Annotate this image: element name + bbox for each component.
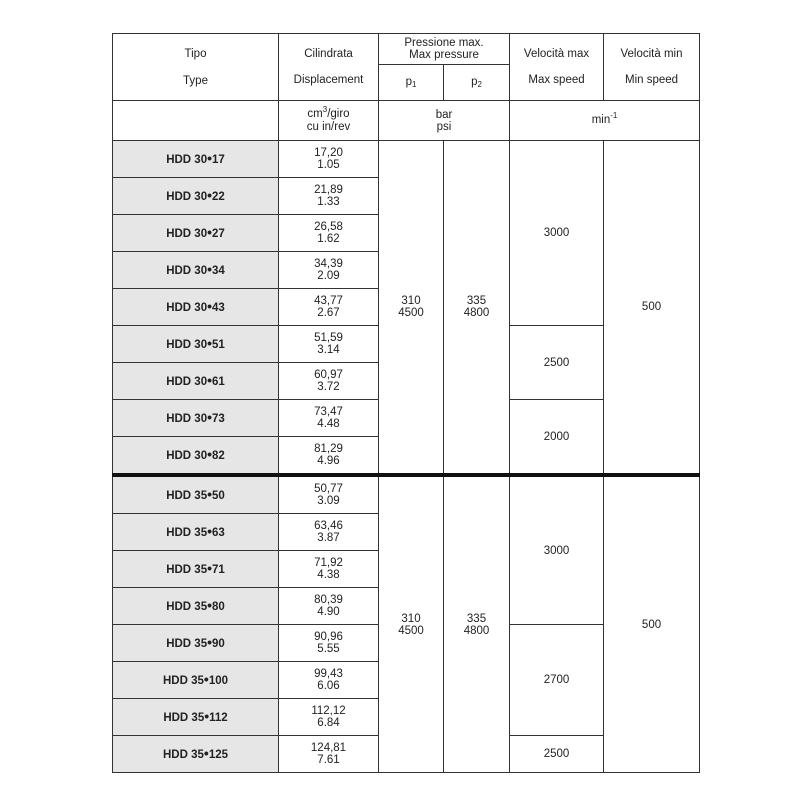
displacement-value — [279, 252, 379, 289]
model-suffix: 63 — [212, 527, 225, 539]
header-p2-letter: p — [471, 76, 478, 88]
displacement-cm3: 21,89 — [314, 184, 343, 196]
model-prefix: HDD 35 — [166, 527, 208, 539]
pressure-p2 — [444, 141, 510, 476]
unit-pressure — [379, 101, 510, 141]
unit-disp-rest: /giro — [327, 108, 350, 120]
displacement-cuin: 1.05 — [317, 159, 340, 171]
model-type — [113, 699, 279, 736]
model-prefix: HDD 35 — [166, 490, 208, 502]
header-vmin-en: Min speed — [624, 74, 679, 86]
model-bullet: • — [207, 187, 212, 203]
displacement-value — [279, 514, 379, 551]
displacement-cuin: 6.84 — [317, 717, 340, 729]
model-type — [113, 625, 279, 662]
model-bullet: • — [207, 597, 212, 613]
displacement-value — [279, 475, 379, 514]
displacement-value — [279, 215, 379, 252]
model-type — [113, 400, 279, 437]
model-bullet: • — [207, 560, 212, 576]
model-bullet: • — [207, 261, 212, 277]
displacement-cuin: 3.09 — [317, 495, 340, 507]
header-pressure — [379, 34, 510, 65]
header-min-speed — [604, 34, 700, 101]
header-vmax-it: Velocità max — [523, 48, 590, 60]
displacement-cm3: 50,77 — [314, 483, 343, 495]
header-type — [113, 34, 279, 101]
unit-disp-imperial: cu in/rev — [306, 121, 351, 133]
pressure-p1 — [379, 141, 444, 476]
displacement-value — [279, 736, 379, 773]
unit-speed-sup: -1 — [610, 111, 618, 120]
displacement-value — [279, 363, 379, 400]
unit-displacement — [279, 101, 379, 141]
pressure-p2-bar: 335 — [466, 295, 487, 307]
model-suffix: 22 — [212, 191, 225, 203]
pressure-p2-bar: 335 — [466, 612, 487, 625]
unit-speed — [510, 101, 700, 141]
header-displacement — [279, 34, 379, 101]
header-p2 — [444, 65, 510, 101]
model-suffix: 51 — [212, 339, 225, 351]
model-suffix: 125 — [208, 749, 228, 761]
displacement-value — [279, 141, 379, 178]
pressure-p1-psi: 4500 — [398, 307, 424, 319]
model-prefix: HDD 30 — [166, 413, 208, 425]
model-type — [113, 588, 279, 625]
model-prefix: HDD 30 — [166, 376, 208, 388]
model-type — [113, 551, 279, 588]
header-vmin-it: Velocità min — [620, 48, 683, 60]
displacement-cuin: 3.14 — [317, 344, 340, 356]
model-type — [113, 475, 279, 514]
displacement-value — [279, 400, 379, 437]
model-prefix: HDD 30 — [166, 302, 208, 314]
pressure-p1-bar: 310 — [401, 295, 421, 307]
displacement-cuin: 3.72 — [317, 381, 340, 393]
pressure-p1 — [379, 475, 444, 773]
header-type-en: Type — [183, 74, 208, 87]
model-type — [113, 514, 279, 551]
model-prefix: HDD 30 — [166, 339, 208, 351]
header-pressure-it: Pressione max. — [404, 37, 484, 49]
displacement-cuin: 3.87 — [317, 532, 340, 544]
displacement-cuin: 5.55 — [317, 643, 340, 655]
model-type — [113, 363, 279, 400]
model-suffix: 80 — [212, 601, 225, 613]
model-prefix: HDD 35 — [166, 638, 208, 650]
displacement-value — [279, 437, 379, 476]
model-prefix: HDD 30 — [166, 191, 208, 203]
max-speed-value: 2000 — [510, 400, 604, 476]
header-max-speed — [510, 34, 604, 101]
max-speed-value: 2500 — [510, 736, 604, 773]
pressure-p2-psi: 4800 — [463, 624, 490, 637]
model-suffix: 34 — [212, 265, 225, 277]
model-prefix: HDD 35 — [163, 712, 205, 724]
spec-table-container — [112, 33, 700, 773]
header-disp-it: Cilindrata — [304, 48, 353, 60]
displacement-cm3: 63,46 — [314, 520, 343, 532]
displacement-cuin: 1.33 — [317, 196, 340, 208]
model-type — [113, 178, 279, 215]
pressure-p2-psi: 4800 — [463, 307, 490, 319]
model-suffix: 61 — [212, 376, 225, 388]
displacement-cuin: 2.67 — [317, 307, 340, 319]
unit-pressure-psi: psi — [436, 120, 452, 133]
model-type — [113, 141, 279, 178]
model-bullet: • — [207, 150, 212, 166]
table-row — [113, 141, 700, 178]
model-prefix: HDD 30 — [166, 154, 208, 166]
model-prefix: HDD 35 — [166, 601, 208, 613]
pressure-p1-bar: 310 — [401, 612, 421, 625]
displacement-value — [279, 588, 379, 625]
table-row — [113, 475, 700, 514]
displacement-cm3: 99,43 — [314, 668, 343, 680]
header-vmax-en: Max speed — [528, 74, 585, 86]
model-bullet: • — [207, 224, 212, 240]
model-type — [113, 215, 279, 252]
model-suffix: 90 — [212, 638, 225, 650]
model-prefix: HDD 35 — [163, 749, 204, 761]
model-bullet: • — [207, 523, 212, 539]
displacement-cm3: 112,12 — [311, 705, 346, 717]
header-type-it: Tipo — [184, 47, 207, 60]
displacement-cm3: 51,59 — [314, 332, 343, 344]
model-type — [113, 662, 279, 699]
unit-disp-cm: cm — [307, 108, 323, 120]
model-bullet: • — [207, 335, 212, 351]
max-speed-value: 2500 — [510, 326, 604, 400]
model-bullet: • — [207, 409, 212, 425]
displacement-cuin: 4.96 — [317, 455, 340, 467]
displacement-value — [279, 625, 379, 662]
displacement-value — [279, 662, 379, 699]
motor-spec-table — [112, 33, 700, 773]
header-p1 — [379, 65, 444, 101]
model-type — [113, 437, 279, 476]
model-bullet: • — [207, 298, 212, 314]
displacement-cm3: 90,96 — [314, 631, 343, 643]
unit-type-empty — [113, 101, 279, 141]
displacement-cm3: 73,47 — [314, 406, 343, 418]
model-type — [113, 289, 279, 326]
min-speed-value: 500 — [604, 475, 700, 773]
unit-pressure-bar: bar — [435, 108, 453, 121]
model-bullet: • — [203, 671, 209, 687]
unit-disp-metric — [279, 105, 378, 121]
model-suffix: 112 — [209, 712, 228, 724]
model-type — [113, 736, 279, 773]
model-prefix: HDD 30 — [166, 228, 208, 240]
header-p1-letter: p — [405, 76, 412, 88]
displacement-cm3: 26,58 — [314, 221, 343, 233]
max-speed-value: 3000 — [510, 141, 604, 326]
model-bullet: • — [203, 745, 209, 761]
model-prefix: HDD 30 — [166, 265, 208, 277]
model-prefix: HDD 30 — [166, 450, 208, 462]
displacement-cuin: 6.06 — [317, 680, 340, 692]
model-bullet: • — [207, 634, 212, 650]
displacement-cm3: 17,20 — [314, 147, 343, 159]
max-speed-value: 3000 — [510, 475, 604, 625]
model-suffix: 43 — [212, 302, 225, 314]
displacement-cm3: 60,97 — [314, 369, 343, 381]
pressure-p2 — [444, 475, 510, 773]
displacement-value — [279, 178, 379, 215]
displacement-cm3: 80,39 — [314, 594, 343, 606]
model-suffix: 50 — [212, 490, 225, 502]
unit-speed-min: min — [591, 114, 611, 126]
displacement-cuin: 4.38 — [317, 569, 340, 581]
displacement-cuin: 2.09 — [317, 270, 340, 282]
displacement-cm3: 71,92 — [314, 557, 343, 569]
displacement-cuin: 4.48 — [317, 418, 340, 430]
displacement-cuin: 7.61 — [317, 754, 340, 766]
model-bullet: • — [207, 486, 212, 502]
model-prefix: HDD 35 — [166, 564, 208, 576]
model-suffix: 73 — [212, 413, 225, 425]
pressure-p1-psi: 4500 — [398, 624, 424, 637]
model-suffix: 82 — [212, 450, 225, 462]
model-type — [113, 252, 279, 289]
model-bullet: • — [207, 372, 212, 388]
model-suffix: 71 — [212, 564, 225, 576]
min-speed-value: 500 — [604, 141, 700, 476]
displacement-cuin: 4.90 — [317, 606, 340, 618]
displacement-cm3: 43,77 — [314, 295, 343, 307]
displacement-value — [279, 289, 379, 326]
model-bullet: • — [204, 708, 210, 724]
model-suffix: 100 — [208, 675, 228, 687]
unit-disp-sup: 3 — [322, 105, 328, 114]
header-pressure-en: Max pressure — [409, 49, 479, 61]
header-p2-sub: 2 — [477, 80, 482, 89]
model-bullet: • — [207, 446, 212, 462]
displacement-value — [279, 699, 379, 736]
model-suffix: 17 — [212, 154, 225, 166]
displacement-cm3: 81,29 — [314, 443, 343, 455]
model-type — [113, 326, 279, 363]
displacement-value — [279, 326, 379, 363]
displacement-cm3: 124,81 — [310, 742, 347, 754]
header-disp-en: Displacement — [293, 74, 364, 86]
displacement-cm3: 34,39 — [314, 258, 343, 270]
max-speed-value: 2700 — [510, 625, 604, 736]
model-suffix: 27 — [212, 228, 225, 240]
model-prefix: HDD 35 — [163, 675, 204, 687]
displacement-cuin: 1.62 — [317, 233, 340, 245]
header-p1-sub: 1 — [411, 80, 417, 89]
displacement-value — [279, 551, 379, 588]
